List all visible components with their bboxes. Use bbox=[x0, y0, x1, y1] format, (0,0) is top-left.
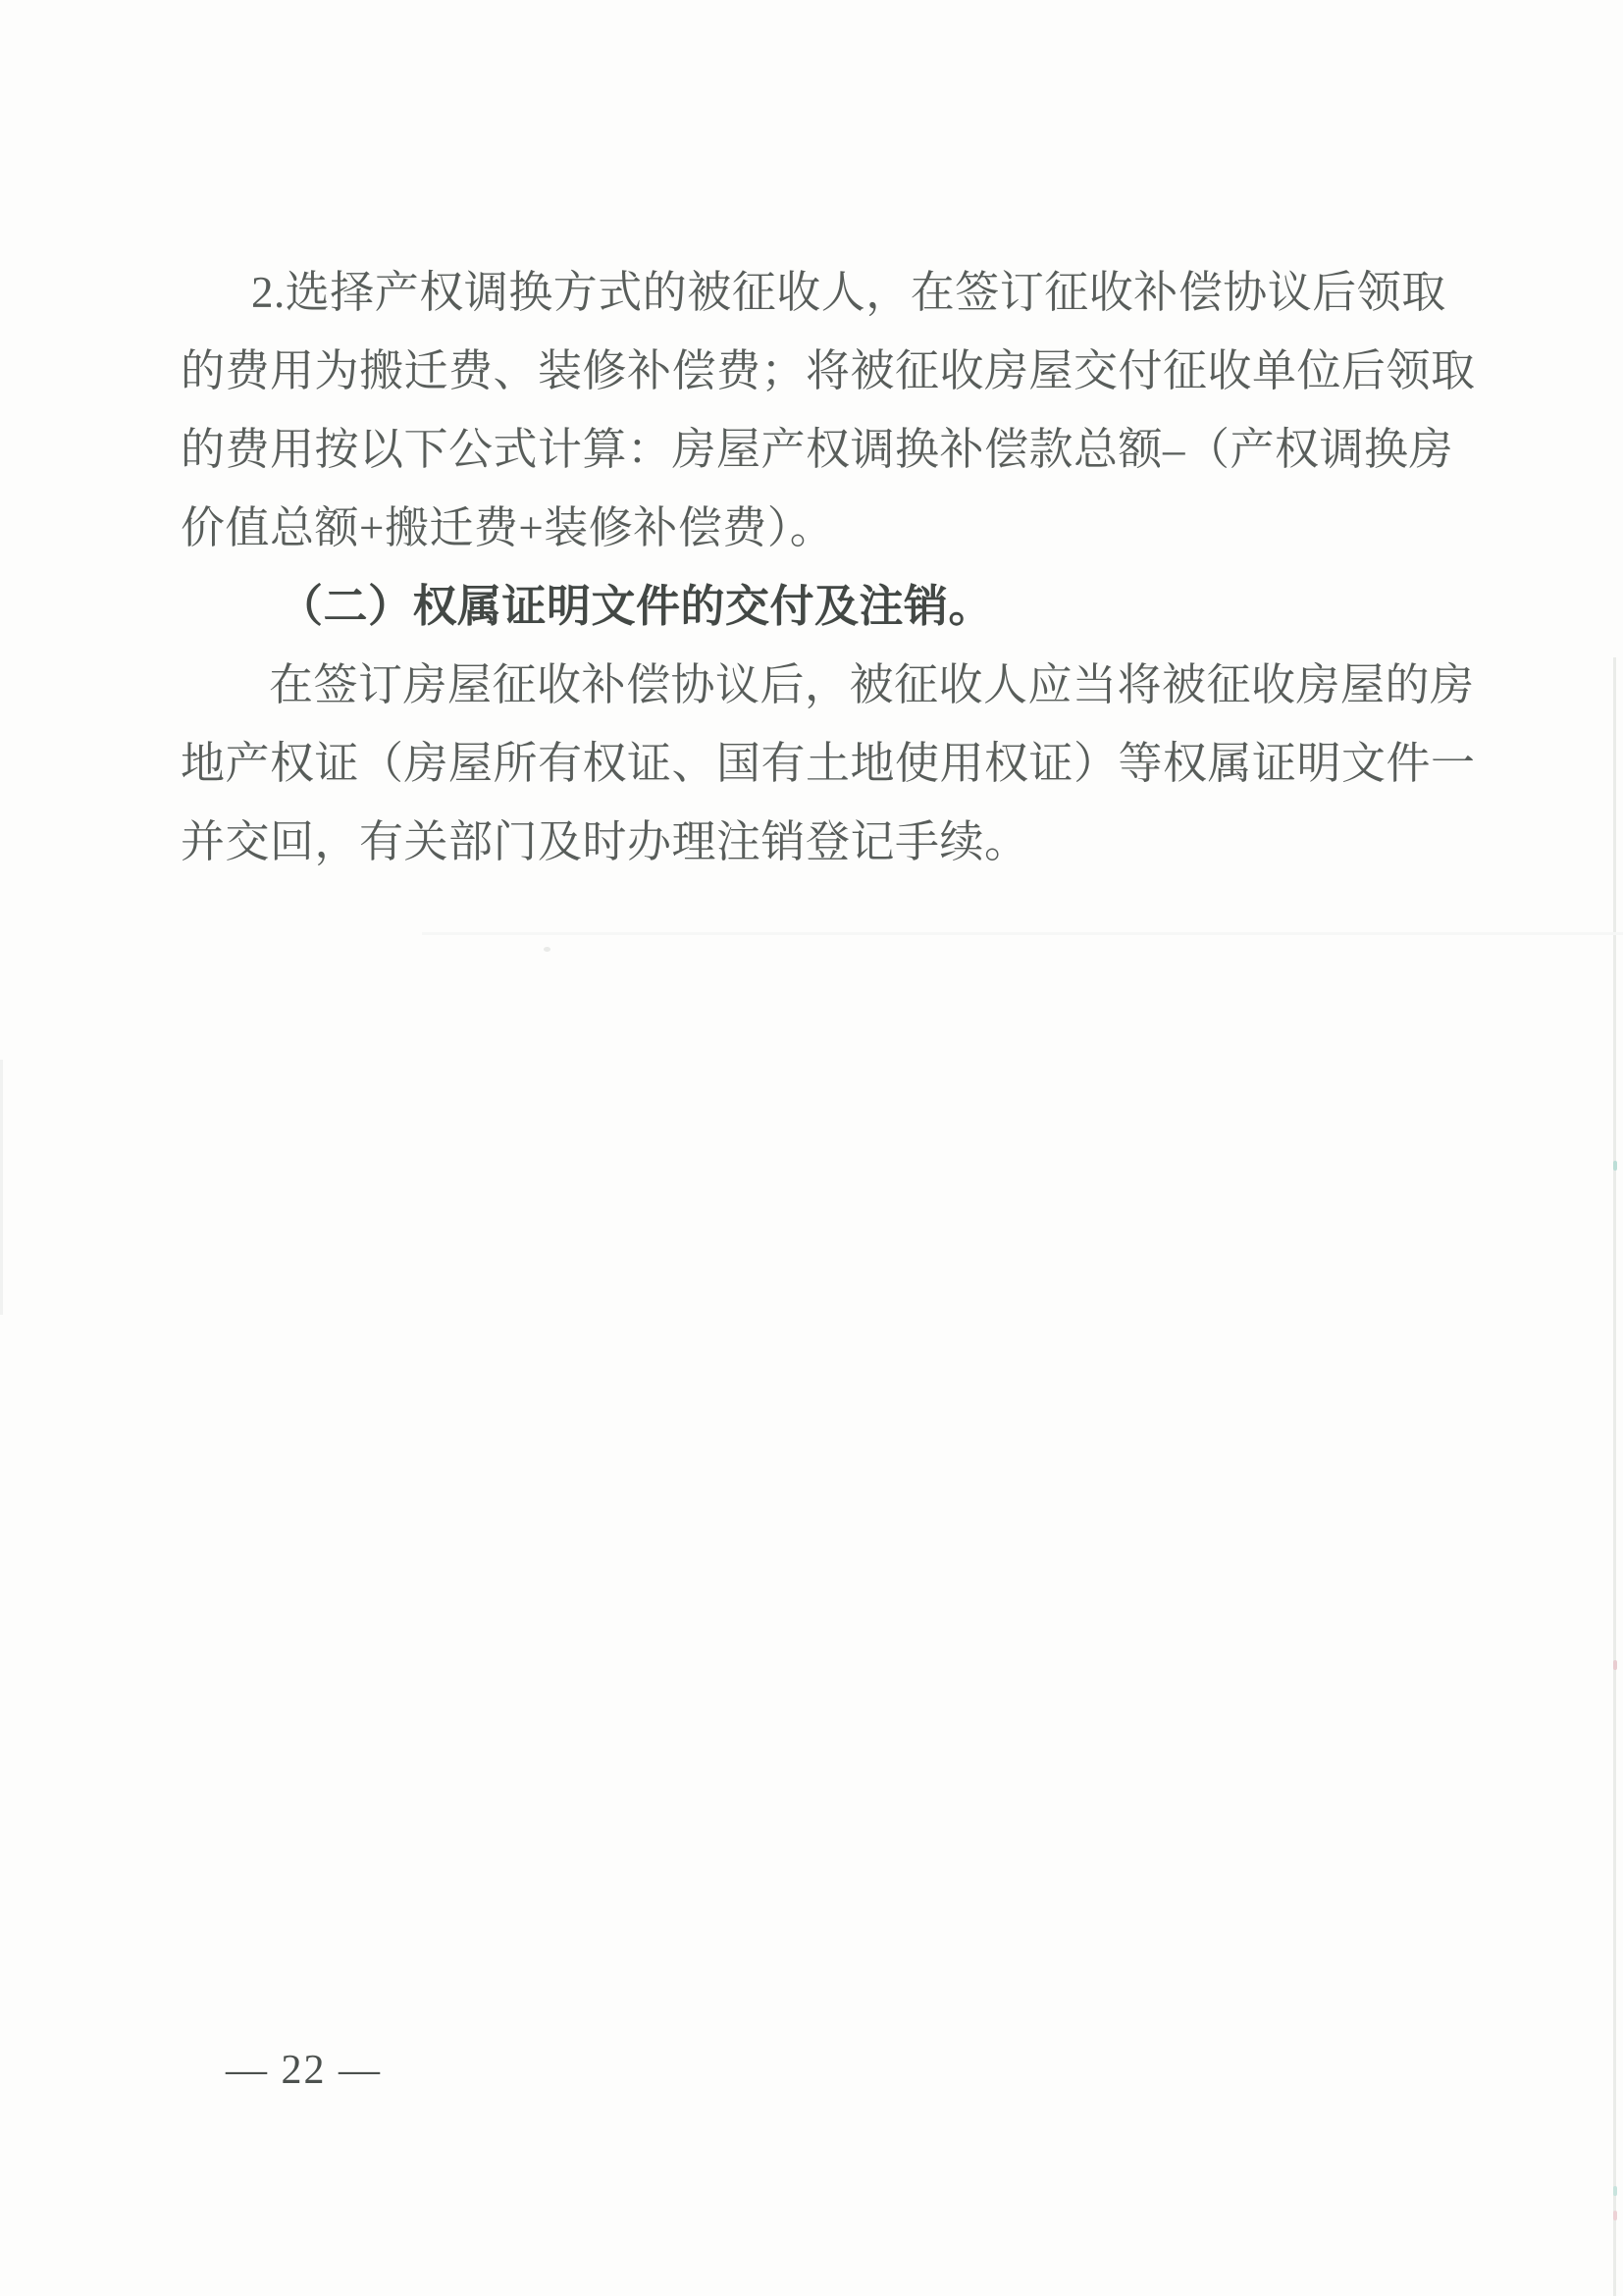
dust-speck bbox=[544, 947, 550, 952]
scan-edge-mark-left bbox=[0, 1060, 3, 1315]
document-body bbox=[181, 253, 1476, 881]
section-heading: （二）权属证明文件的交付及注销。 bbox=[279, 582, 994, 631]
scan-edge-line-right bbox=[1613, 657, 1616, 2296]
page-number: — 22 — bbox=[226, 2048, 382, 2093]
body-line-7: 地产权证（房屋所有权证、国有土地使用权证）等权属证明文件一 bbox=[181, 739, 1476, 788]
body-line-6: 在签订房屋征收补偿协议后，被征收人应当将被征收房屋的房 bbox=[269, 660, 1475, 709]
scan-speck bbox=[1613, 1161, 1617, 1171]
scan-speck bbox=[1613, 2211, 1617, 2220]
body-line-2: 的费用为搬迁费、装修补偿费；将被征收房屋交付征收单位后领取 bbox=[181, 346, 1476, 395]
body-line-8: 并交回，有关部门及时办理注销登记手续。 bbox=[181, 817, 1029, 866]
scan-speck bbox=[1613, 1660, 1617, 1670]
body-line-3: 的费用按以下公式计算：房屋产权调换补偿款总额–（产权调换房 bbox=[181, 425, 1454, 474]
scan-speck bbox=[1613, 2186, 1617, 2196]
body-line-1: 2.选择产权调换方式的被征收人，在签订征收补偿协议后领取 bbox=[251, 268, 1446, 317]
scan-line-artifact bbox=[422, 932, 1623, 935]
body-line-4: 价值总额+搬迁费+装修补偿费）。 bbox=[181, 503, 835, 552]
